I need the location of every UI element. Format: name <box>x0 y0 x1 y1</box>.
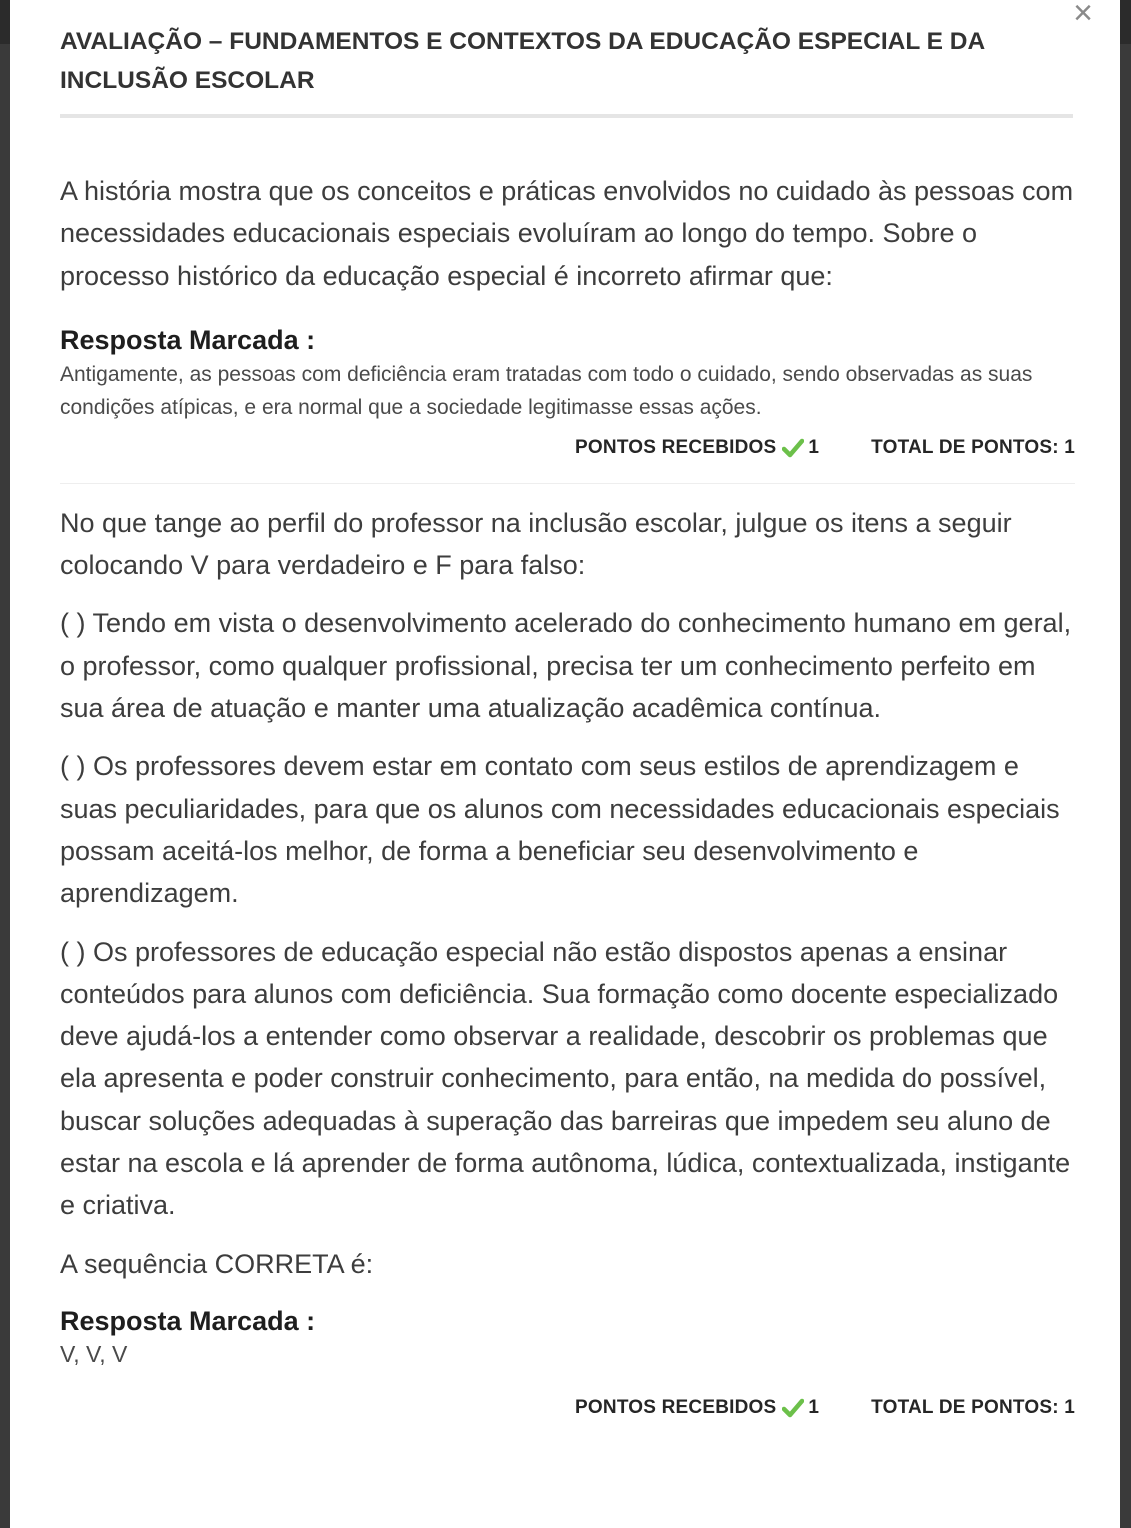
modal-title: AVALIAÇÃO – FUNDAMENTOS E CONTEXTOS DA EDUCAÇÃO ESPECIAL E DA INCLUSÃO ESCOLAR <box>60 28 985 94</box>
question-1-score <box>60 437 1075 459</box>
statement-3: ( ) Os professores de educação especial não estão dispostos apenas a ensinar conteúdos para alunos com deficiência. Sua formação como docente especializado deve ajudá-los a entender como observar a realidade, descobrir os problemas que ela apresenta e poder construir conhecimento, para então, na medida do possível, buscar soluções adequadas à superação das barreiras que impedem seu aluno de estar na escola e lá aprender de forma autônoma, lúdica, contextualizada, instigante e criativa. <box>60 936 1071 1221</box>
question-2-score <box>60 1397 1075 1419</box>
question-divider <box>60 483 1075 484</box>
question-2-answer-heading: Resposta Marcada : <box>60 1305 316 1336</box>
points-received-label: PONTOS RECEBIDOS <box>575 436 777 458</box>
total-points: TOTAL DE PONTOS: 1 <box>871 1396 1075 1418</box>
question-1-answer: Antigamente, as pessoas com deficiência eram tratadas com todo o cuidado, sendo observadas as suas condições atípicas, e era normal que a sociedade legitimasse essas ações. <box>60 362 1033 419</box>
questions-list <box>60 170 1075 1419</box>
points-received-label: PONTOS RECEBIDOS <box>575 1396 777 1418</box>
close-icon[interactable]: × <box>1073 0 1093 32</box>
statement-2: ( ) Os professores devem estar em contato com seus estilos de aprendizagem e suas peculiaridades, para que os alunos com necessidades educacionais especiais possam aceitá-los melhor, de forma a beneficiar seu desenvolvimento e aprendizagem. <box>60 751 1060 909</box>
points-received-value: 1 <box>808 1396 820 1418</box>
question-1-answer-heading: Resposta Marcada : <box>60 324 316 355</box>
statement-1: ( ) Tendo em vista o desenvolvimento acelerado do conhecimento humano em geral, o professor, como qualquer profissional, precisa ter um conhecimento perfeito em sua área de atuação e manter uma atualização acadêmica contínua. <box>60 608 1072 724</box>
title-divider <box>60 114 1073 118</box>
points-received <box>575 437 819 459</box>
points-received <box>575 1397 819 1419</box>
check-icon <box>782 438 804 458</box>
assessment-modal <box>10 0 1120 1528</box>
points-received-value: 1 <box>808 436 820 458</box>
question-1-text: A história mostra que os conceitos e práticas envolvidos no cuidado às pessoas com necessidades educacionais especiais evoluíram ao longo do tempo. Sobre o processo histórico da educação especial é incorreto afirmar que: <box>60 176 1074 291</box>
check-icon <box>782 1398 804 1418</box>
question-2 <box>60 502 1075 1419</box>
total-points: TOTAL DE PONTOS: 1 <box>871 436 1075 458</box>
question-2-intro: No que tange ao perfil do professor na inclusão escolar, julgue os itens a seguir colocando V para verdadeiro e F para falso: <box>60 507 1012 581</box>
question-2-answer: V, V, V <box>60 1340 128 1367</box>
question-1 <box>60 170 1075 484</box>
question-2-prompt: A sequência CORRETA é: <box>60 1248 374 1279</box>
